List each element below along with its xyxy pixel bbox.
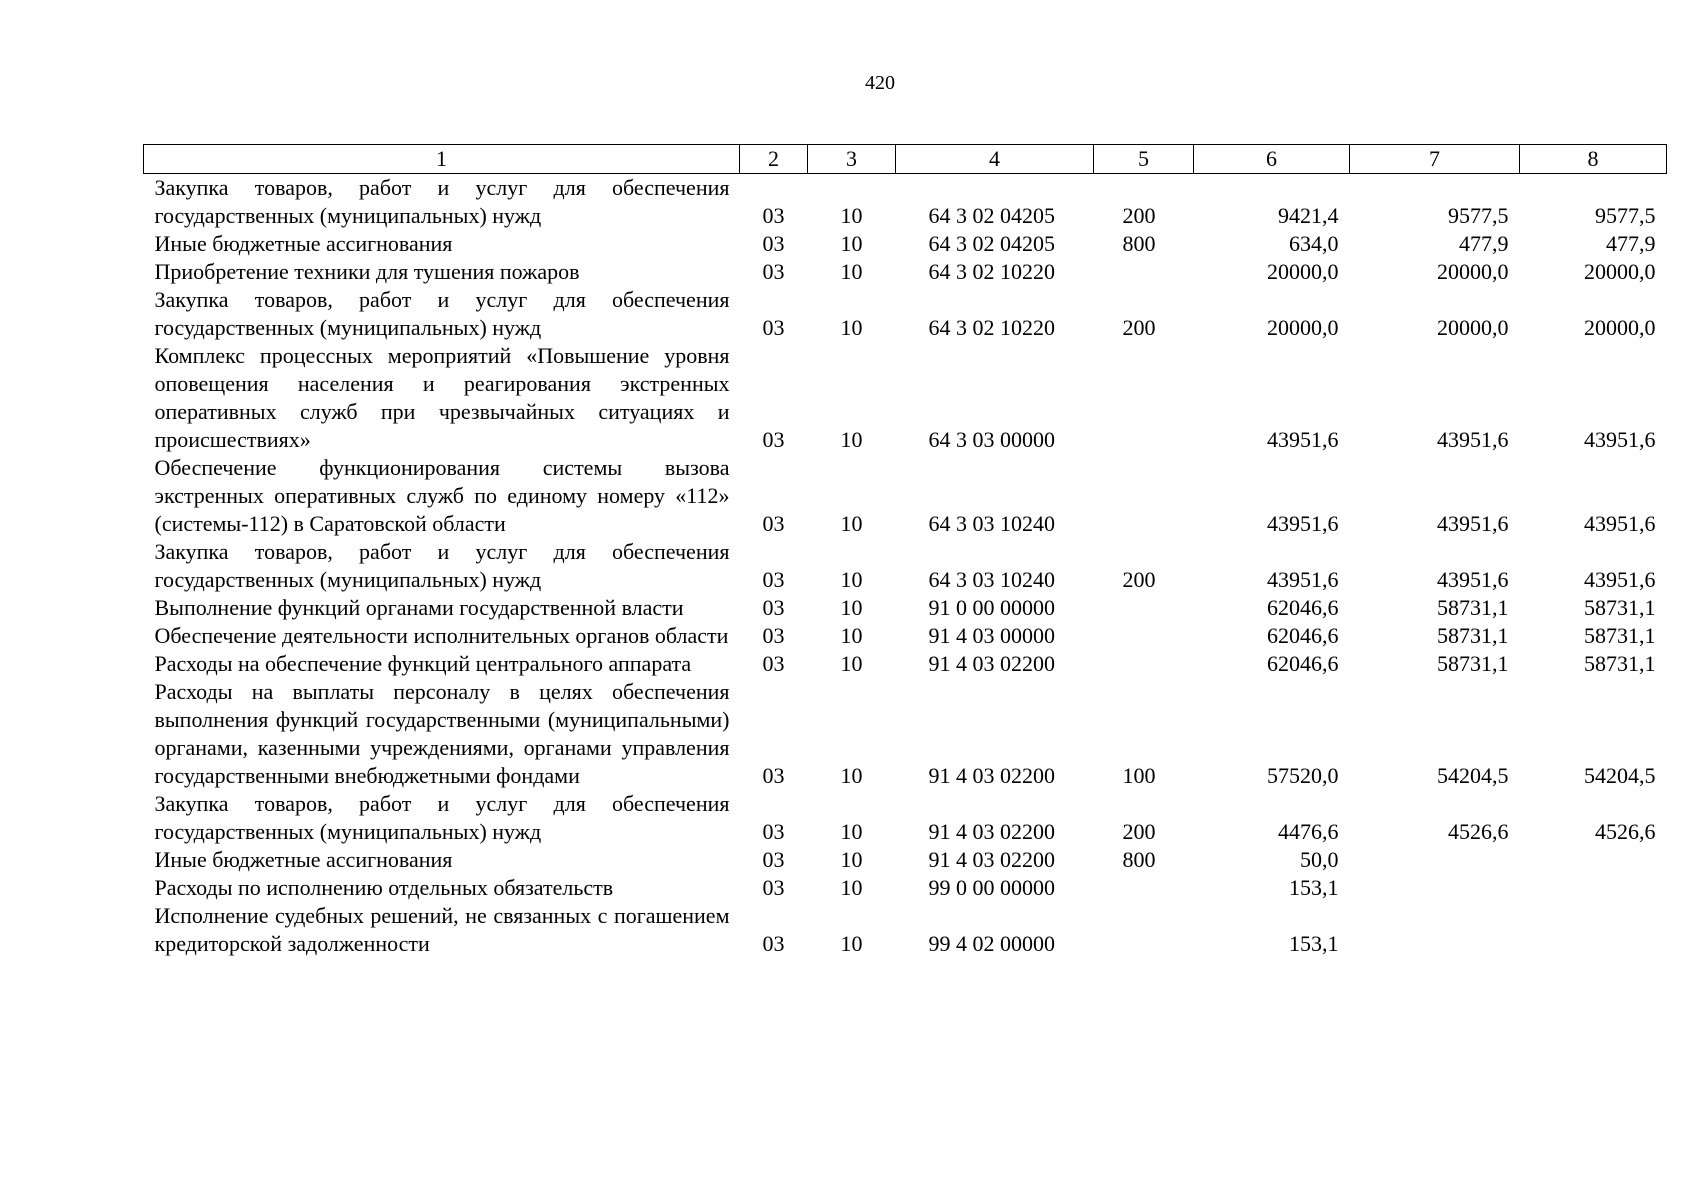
cell-name: Обеспечение деятельности исполнительных органов области <box>154 623 729 648</box>
cell-section: 03 <box>762 259 785 284</box>
table-row <box>144 650 1667 678</box>
cell-amount-2: 9577,5 <box>1448 203 1509 228</box>
table-row <box>144 538 1667 594</box>
cell-subsection: 10 <box>840 203 863 228</box>
cell-section: 03 <box>762 875 785 900</box>
cell-amount-1: 43951,6 <box>1267 511 1339 536</box>
cell-subsection: 10 <box>840 847 863 872</box>
cell-name: Закупка товаров, работ и услуг для обеспечения государственных (муниципальных) нужд <box>154 287 730 340</box>
column-header-amount-3: 8 <box>1520 145 1667 174</box>
cell-section: 03 <box>762 315 785 340</box>
cell-amount-1: 62046,6 <box>1267 623 1339 648</box>
cell-amount-1: 153,1 <box>1289 875 1339 900</box>
cell-subsection: 10 <box>840 819 863 844</box>
table-row <box>144 258 1667 286</box>
cell-target-article: 64 3 03 10240 <box>928 567 1055 592</box>
header-row <box>144 145 1667 174</box>
cell-subsection: 10 <box>840 427 863 452</box>
cell-amount-3: 20000,0 <box>1584 259 1656 284</box>
cell-subsection: 10 <box>840 511 863 536</box>
cell-subsection: 10 <box>840 231 863 256</box>
cell-name: Закупка товаров, работ и услуг для обеспечения государственных (муниципальных) нужд <box>154 539 730 592</box>
cell-amount-2: 43951,6 <box>1437 511 1509 536</box>
cell-section: 03 <box>762 763 785 788</box>
cell-subsection: 10 <box>840 763 863 788</box>
cell-amount-2 <box>1350 846 1520 874</box>
cell-section: 03 <box>762 511 785 536</box>
cell-amount-3: 54204,5 <box>1584 763 1656 788</box>
cell-name: Закупка товаров, работ и услуг для обеспечения государственных (муниципальных) нужд <box>154 175 730 228</box>
cell-amount-3 <box>1520 902 1667 958</box>
cell-target-article: 91 4 03 00000 <box>928 623 1055 648</box>
cell-expense-type <box>1094 902 1194 958</box>
column-header-amount-1: 6 <box>1194 145 1350 174</box>
cell-amount-2: 477,9 <box>1459 231 1509 256</box>
cell-amount-2: 43951,6 <box>1437 427 1509 452</box>
cell-amount-2: 4526,6 <box>1448 819 1509 844</box>
cell-target-article: 91 4 03 02200 <box>928 651 1055 676</box>
cell-name: Обеспечение функционирования системы вызова экстренных оперативных служб по единому номеру «112» (системы-112) в Саратовской области <box>154 455 730 536</box>
table-row <box>144 342 1667 454</box>
cell-name: Приобретение техники для тушения пожаров <box>154 259 580 284</box>
cell-name: Расходы на обеспечение функций центрального аппарата <box>154 651 692 676</box>
cell-expense-type: 200 <box>1122 203 1156 228</box>
cell-amount-2: 58731,1 <box>1437 595 1509 620</box>
cell-amount-3: 43951,6 <box>1584 511 1656 536</box>
cell-target-article: 64 3 02 10220 <box>928 259 1055 284</box>
cell-amount-2: 20000,0 <box>1437 315 1509 340</box>
cell-name: Исполнение судебных решений, не связанных с погашением кредиторской задолженности <box>154 903 730 956</box>
cell-subsection: 10 <box>840 623 863 648</box>
cell-expense-type: 200 <box>1122 315 1156 340</box>
cell-section: 03 <box>762 231 785 256</box>
column-header-expense-type: 5 <box>1094 145 1194 174</box>
column-header-target-article: 4 <box>896 145 1094 174</box>
column-header-section: 2 <box>740 145 808 174</box>
cell-amount-2 <box>1350 874 1520 902</box>
cell-section: 03 <box>762 847 785 872</box>
column-header-subsection: 3 <box>808 145 896 174</box>
table-row <box>144 678 1667 790</box>
cell-expense-type: 800 <box>1122 847 1156 872</box>
cell-name: Иные бюджетные ассигнования <box>154 231 453 256</box>
cell-expense-type: 800 <box>1122 231 1156 256</box>
cell-target-article: 91 0 00 00000 <box>928 595 1055 620</box>
cell-section: 03 <box>762 427 785 452</box>
page-number: 420 <box>865 72 895 94</box>
cell-name: Расходы на выплаты персоналу в целях обеспечения выполнения функций государственными (муниципальными) органами, казенными учреждениями, органами управления государственными внебюджетными фондами <box>154 679 730 788</box>
cell-amount-1: 153,1 <box>1289 931 1339 956</box>
budget-table <box>143 144 1667 958</box>
cell-name: Выполнение функций органами государственной власти <box>154 595 684 620</box>
cell-section: 03 <box>762 595 785 620</box>
cell-target-article: 91 4 03 02200 <box>928 847 1055 872</box>
cell-expense-type: 100 <box>1122 763 1156 788</box>
cell-name: Расходы по исполнению отдельных обязательств <box>154 875 614 900</box>
cell-target-article: 91 4 03 02200 <box>928 819 1055 844</box>
table-row <box>144 902 1667 958</box>
table-row <box>144 622 1667 650</box>
cell-target-article: 64 3 02 04205 <box>928 203 1055 228</box>
cell-expense-type <box>1094 874 1194 902</box>
cell-target-article: 64 3 03 00000 <box>928 427 1055 452</box>
cell-amount-1: 20000,0 <box>1267 259 1339 284</box>
cell-target-article: 64 3 02 04205 <box>928 231 1055 256</box>
cell-name: Закупка товаров, работ и услуг для обеспечения государственных (муниципальных) нужд <box>154 791 730 844</box>
cell-amount-1: 62046,6 <box>1267 595 1339 620</box>
cell-section: 03 <box>762 931 785 956</box>
cell-section: 03 <box>762 567 785 592</box>
table-row <box>144 454 1667 538</box>
table-row <box>144 594 1667 622</box>
cell-expense-type <box>1094 622 1194 650</box>
cell-amount-3: 9577,5 <box>1595 203 1656 228</box>
column-header-amount-2: 7 <box>1350 145 1520 174</box>
cell-amount-3: 4526,6 <box>1595 819 1656 844</box>
cell-amount-3: 58731,1 <box>1584 595 1656 620</box>
cell-amount-1: 20000,0 <box>1267 315 1339 340</box>
table-row <box>144 286 1667 342</box>
cell-subsection: 10 <box>840 931 863 956</box>
cell-expense-type <box>1094 342 1194 454</box>
cell-expense-type: 200 <box>1122 567 1156 592</box>
cell-amount-2: 43951,6 <box>1437 567 1509 592</box>
cell-name: Комплекс процессных мероприятий «Повышение уровня оповещения населения и реагирования экстренных оперативных служб при чрезвычайных ситуациях и происшествиях» <box>154 343 730 452</box>
cell-section: 03 <box>762 623 785 648</box>
cell-amount-3: 43951,6 <box>1584 427 1656 452</box>
table-row <box>144 230 1667 258</box>
cell-section: 03 <box>762 819 785 844</box>
cell-amount-1: 57520,0 <box>1267 763 1339 788</box>
cell-section: 03 <box>762 651 785 676</box>
cell-name: Иные бюджетные ассигнования <box>154 847 453 872</box>
cell-amount-2: 54204,5 <box>1437 763 1509 788</box>
cell-amount-3: 58731,1 <box>1584 651 1656 676</box>
cell-target-article: 64 3 02 10220 <box>928 315 1055 340</box>
table-row <box>144 874 1667 902</box>
cell-amount-3: 477,9 <box>1606 231 1656 256</box>
cell-amount-2: 58731,1 <box>1437 623 1509 648</box>
cell-subsection: 10 <box>840 567 863 592</box>
cell-subsection: 10 <box>840 595 863 620</box>
cell-expense-type: 200 <box>1122 819 1156 844</box>
column-header-name: 1 <box>144 145 740 174</box>
cell-target-article: 64 3 03 10240 <box>928 511 1055 536</box>
cell-expense-type <box>1094 594 1194 622</box>
cell-target-article: 99 0 00 00000 <box>928 875 1055 900</box>
cell-target-article: 91 4 03 02200 <box>928 763 1055 788</box>
cell-amount-2: 20000,0 <box>1437 259 1509 284</box>
cell-subsection: 10 <box>840 651 863 676</box>
table-body <box>144 174 1667 959</box>
cell-subsection: 10 <box>840 259 863 284</box>
cell-amount-1: 9421,4 <box>1278 203 1339 228</box>
cell-amount-2 <box>1350 902 1520 958</box>
cell-amount-1: 4476,6 <box>1278 819 1339 844</box>
cell-amount-3: 20000,0 <box>1584 315 1656 340</box>
cell-section: 03 <box>762 203 785 228</box>
table-header <box>144 145 1667 174</box>
cell-subsection: 10 <box>840 315 863 340</box>
table-row <box>144 846 1667 874</box>
cell-expense-type <box>1094 454 1194 538</box>
cell-amount-3: 58731,1 <box>1584 623 1656 648</box>
cell-amount-3 <box>1520 874 1667 902</box>
table-row <box>144 174 1667 231</box>
cell-amount-2: 58731,1 <box>1437 651 1509 676</box>
cell-amount-1: 62046,6 <box>1267 651 1339 676</box>
cell-target-article: 99 4 02 00000 <box>928 931 1055 956</box>
cell-amount-1: 43951,6 <box>1267 567 1339 592</box>
cell-amount-3 <box>1520 846 1667 874</box>
cell-expense-type <box>1094 258 1194 286</box>
cell-expense-type <box>1094 650 1194 678</box>
cell-amount-1: 634,0 <box>1289 231 1339 256</box>
cell-amount-1: 43951,6 <box>1267 427 1339 452</box>
cell-amount-1: 50,0 <box>1300 847 1339 872</box>
table-row <box>144 790 1667 846</box>
cell-amount-3: 43951,6 <box>1584 567 1656 592</box>
cell-subsection: 10 <box>840 875 863 900</box>
